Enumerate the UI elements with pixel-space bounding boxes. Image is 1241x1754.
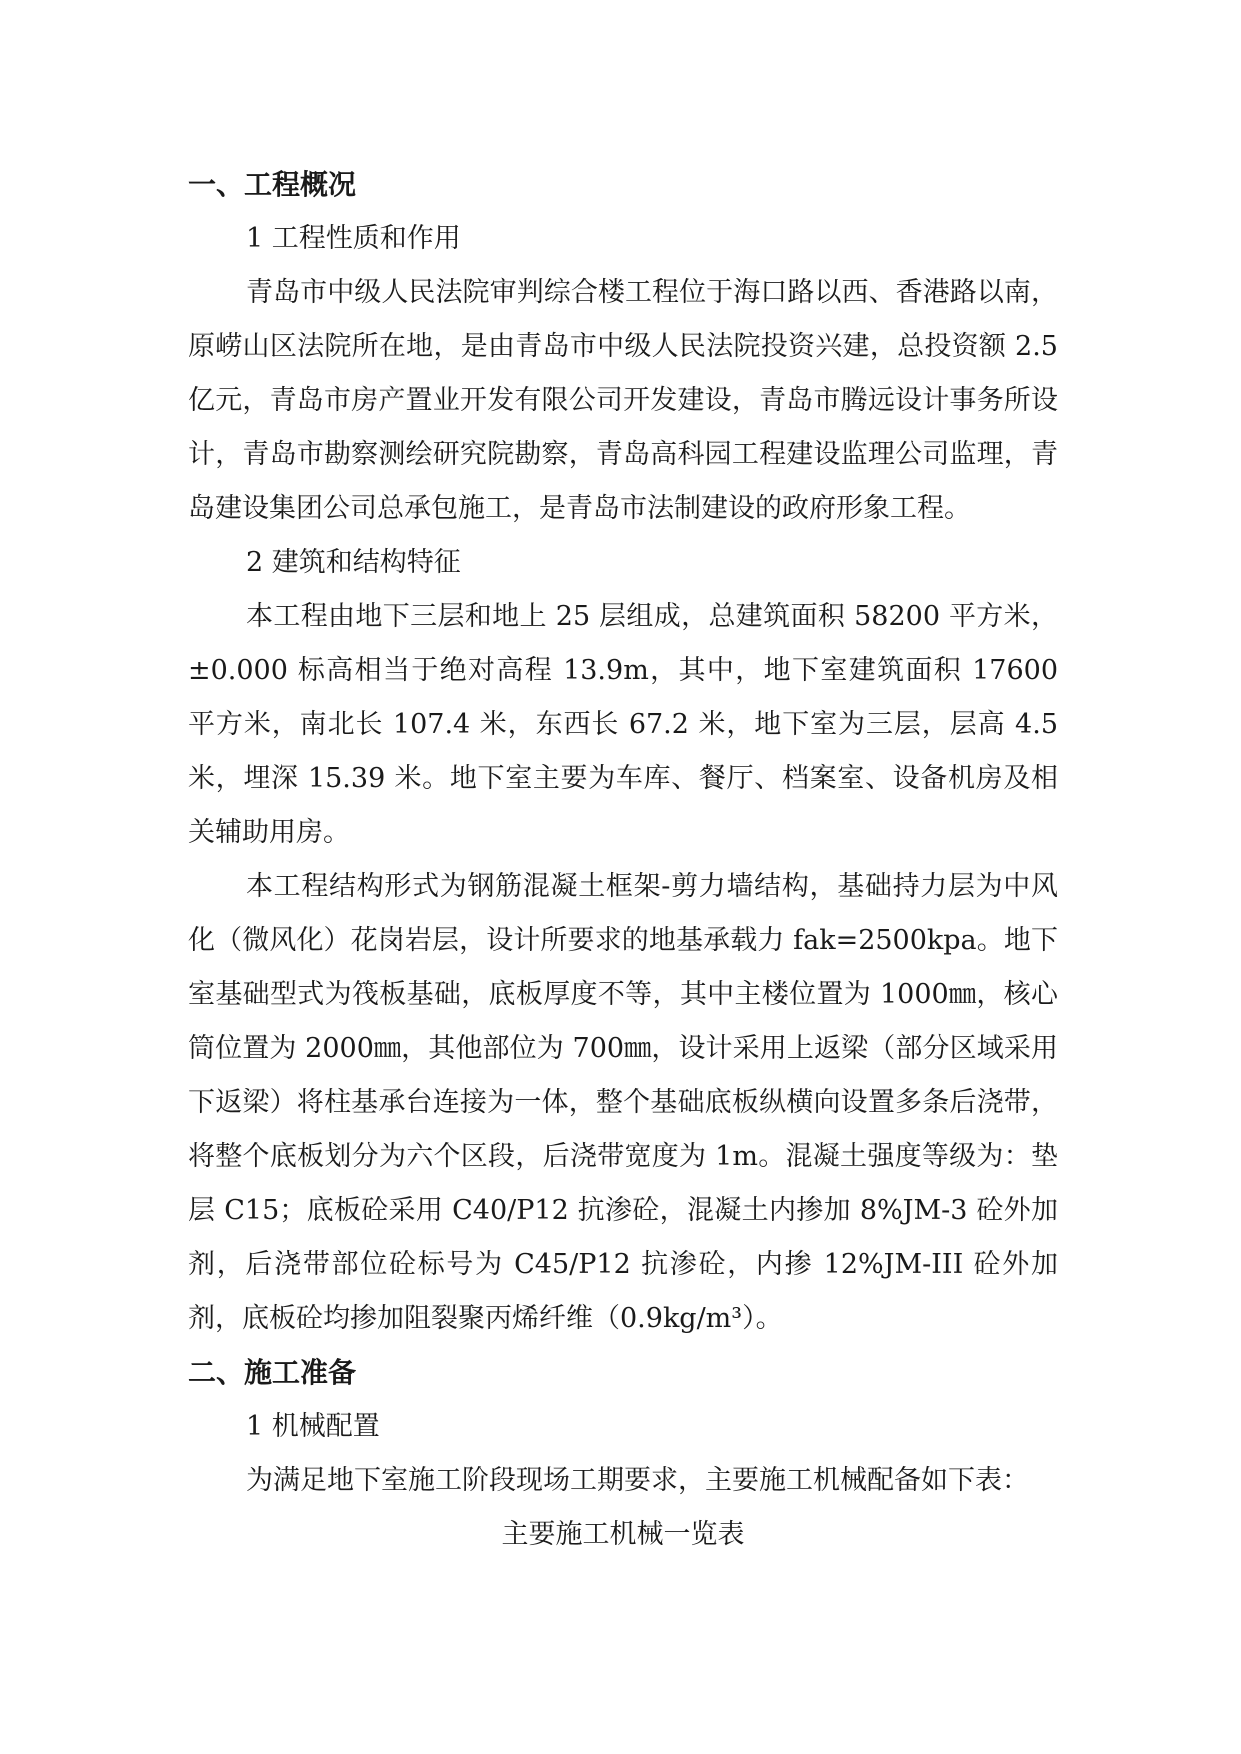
paragraph-structure: 本工程结构形式为钢筋混凝土框架-剪力墙结构，基础持力层为中风化（微风化）花岗岩层，设计所要求的地基承载力 fak=2500kpa。地下室基础型式为筏板基础，底板厚度不等，其中主楼位置为 1000㎜，核心筒位置为 2000㎜，其他部位为 700㎜，设计采用上返梁（部分区域采用下返梁）将柱基承台连接为一体，整个基础底板纵横向设置多条后浇带，将整个底板划分为六个区段，后浇带宽度为 1m。混凝土强度等级为：垫层 C15；底板砼采用 C40/P12 抗渗砼，混凝土内掺加 8%JM-3 砼外加剂，后浇带部位砼标号为 C45/P12 抗渗砼，内掺 12%JM-III 砼外加剂，底板砼均掺加阻裂聚丙烯纤维（0.9kg/m³）。 [188, 871, 1058, 1334]
section-heading-preparation: 二、施工准备 [188, 1356, 357, 1389]
subsection-title-structure: 2 建筑和结构特征 [246, 547, 461, 578]
subsection-title-machinery: 1 机械配置 [246, 1411, 380, 1442]
paragraph-building: 本工程由地下三层和地上 25 层组成，总建筑面积 58200 平方米，±0.000 标高相当于绝对高程 13.9m，其中，地下室建筑面积 17600 平方米，南北长 107.4 米，东西长 67.2 米，地下室为三层，层高 4.5 米，埋深 15.39 米。地下室主要为车库、餐厅、档案室、设备机房及相关辅助用房。 [188, 601, 1058, 848]
subsection-title-nature: 1 工程性质和作用 [246, 223, 461, 254]
table-caption: 主要施工机械一览表 [501, 1519, 745, 1550]
paragraph-machinery: 为满足地下室施工阶段现场工期要求，主要施工机械配备如下表： [246, 1465, 1029, 1496]
document-body [188, 158, 1058, 1562]
paragraph-nature: 青岛市中级人民法院审判综合楼工程位于海口路以西、香港路以南，原崂山区法院所在地，是由青岛市中级人民法院投资兴建，总投资额 2.5 亿元，青岛市房产置业开发有限公司开发建设，青岛市腾远设计事务所设计，青岛市勘察测绘研究院勘察，青岛高科园工程建设监理公司监理，青岛建设集团公司总承包施工，是青岛市法制建设的政府形象工程。 [188, 277, 1058, 524]
section-heading-project-overview: 一、工程概况 [188, 168, 357, 201]
